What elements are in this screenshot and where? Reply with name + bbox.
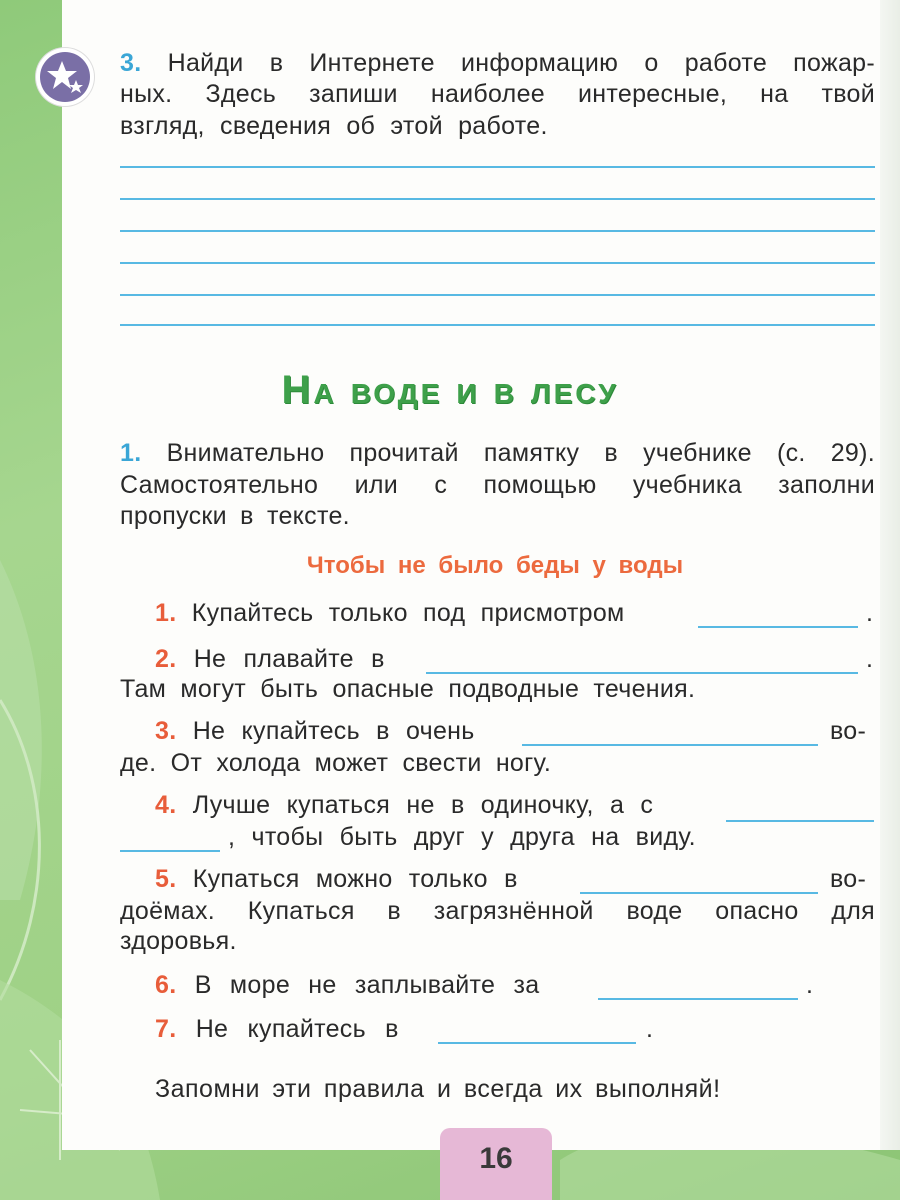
rule-7-end: . <box>646 1015 654 1043</box>
rule-5-blank[interactable] <box>580 866 818 894</box>
rule-6: 6. В море не заплывайте за <box>155 971 540 999</box>
rule-2-end: . <box>866 645 874 673</box>
rule-5-continuation-2: здоровья. <box>120 927 237 955</box>
answer-line-1[interactable] <box>120 166 875 168</box>
closing-text: Запомни эти правила и всегда их выполняй! <box>155 1075 721 1103</box>
section-title: На воде и в лесу <box>281 368 619 412</box>
answer-line-2[interactable] <box>120 198 875 200</box>
task3-line-3: взгляд, сведения об этой работе. <box>120 112 548 140</box>
rule-7-blank[interactable] <box>438 1016 636 1044</box>
rule-1: 1. Купайтесь только под присмотром <box>155 599 625 627</box>
rule-5: 5. Купаться можно только в <box>155 865 518 893</box>
answer-line-5[interactable] <box>120 294 875 296</box>
answer-line-3[interactable] <box>120 230 875 232</box>
task1-line-2: Самостоятельно или с помощью учебника заполни <box>120 471 875 499</box>
rule-5-end: во- <box>830 865 867 893</box>
task3-line-1: 3. Найди в Интернете информацию о работе пожар- <box>120 49 875 77</box>
rule-2: 2. Не плавайте в <box>155 645 385 673</box>
task3-line-2: ных. Здесь запиши наиболее интересные, на твой <box>120 80 875 108</box>
rule-3-end: во- <box>830 717 867 745</box>
rule-3-blank[interactable] <box>522 718 818 746</box>
rule-3-continuation: де. От холода может свести ногу. <box>120 749 552 777</box>
rule-1-end: . <box>866 599 874 627</box>
rule-4-blank-b[interactable] <box>120 824 220 852</box>
rule-7: 7. Не купайтесь в <box>155 1015 399 1043</box>
task1-number: 1. <box>120 439 142 467</box>
answer-line-6[interactable] <box>120 324 875 326</box>
rule-3: 3. Не купайтесь в очень <box>155 717 475 745</box>
rule-4-continuation: , чтобы быть друг у друга на виду. <box>228 823 696 851</box>
rule-4: 4. Лучше купаться не в одиночку, а с <box>155 791 654 819</box>
answer-line-4[interactable] <box>120 262 875 264</box>
task1-line-1: 1. Внимательно прочитай памятку в учебнике (с. 29). <box>120 439 875 467</box>
rule-5-continuation: доёмах. Купаться в загрязнённой воде опасно для <box>120 897 875 925</box>
rule-2-blank[interactable] <box>426 646 858 674</box>
page-number: 16 <box>479 1142 513 1175</box>
rule-6-end: . <box>806 971 814 999</box>
rule-2-continuation: Там могут быть опасные подводные течения. <box>120 675 696 703</box>
rule-6-blank[interactable] <box>598 972 798 1000</box>
task1-line-3: пропуски в тексте. <box>120 502 350 530</box>
task3-number: 3. <box>120 49 142 77</box>
rule-4-blank-a[interactable] <box>726 794 874 822</box>
rule-1-blank[interactable] <box>698 600 858 628</box>
star-badge-icon <box>36 48 94 106</box>
memo-title: Чтобы не было беды у воды <box>306 552 684 579</box>
